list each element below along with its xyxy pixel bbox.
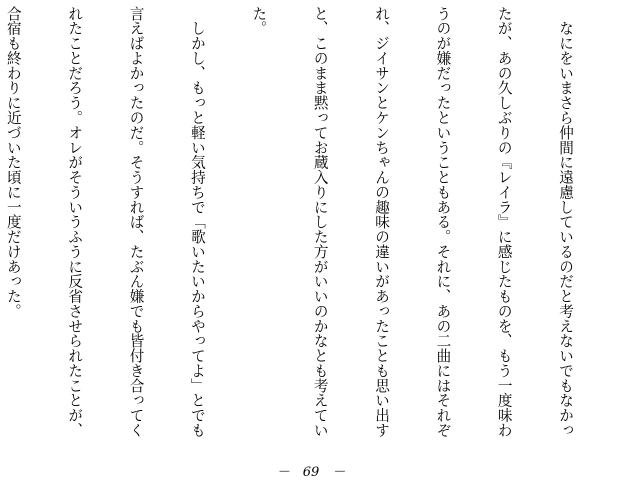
text-line: 合宿も終わりに近づいた頃に一度だけあった。 (4, 6, 22, 319)
text-line: れ、ジイサンとケンちゃんの趣味の違いがあったことも思い出す (373, 6, 391, 438)
text-line: うのが嫌だったということもある。それに、あの二曲にはそれぞ (434, 6, 452, 438)
text-line: しかし、もっと軽い気持ちで「歌いたいからやってよ」とでも (188, 6, 206, 438)
text-line: と、このまま黙ってお蔵入りにした方がいいのかなとも考えてい (311, 6, 329, 438)
vertical-text-body (0, 6, 616, 446)
text-line: れたことだろう。オレがそういうふうに反省させられたことが、 (66, 6, 84, 438)
text-line: た。 (250, 6, 268, 36)
text-line: なにをいまさら仲間に遠慮しているのだと考えないでもなかっ (557, 6, 575, 438)
page-number: － 69 － (276, 465, 346, 480)
text-line: 言えばよかったのだ。そうすれば、たぶん嫌でも皆付き合ってく (127, 6, 145, 438)
text-line: たが、あの久しぶりの『レイラ』に感じたものを、もう一度味わ (495, 6, 513, 438)
